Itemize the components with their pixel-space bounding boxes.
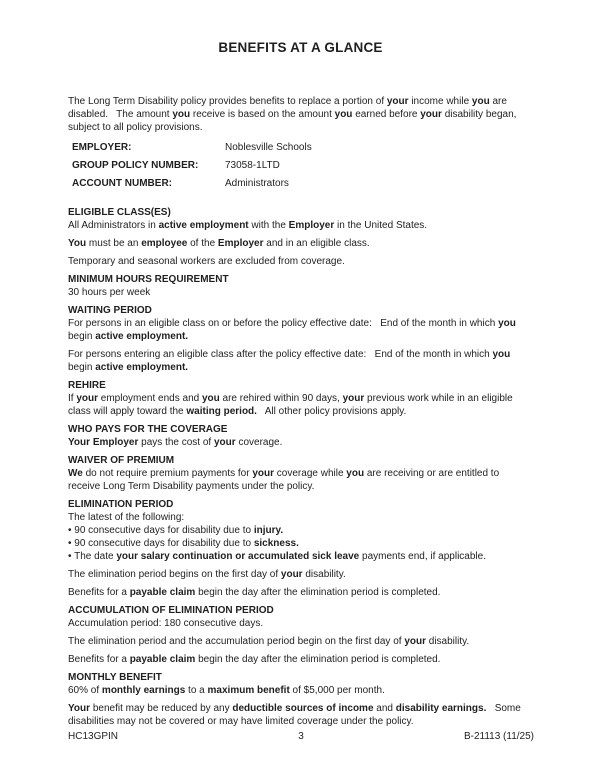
section-heading: MONTHLY BENEFIT bbox=[68, 672, 162, 683]
paragraph: For persons in an eligible class on or before the policy effective date: End of the month in which you begin active employment. bbox=[68, 318, 519, 342]
section-eligible-classes bbox=[68, 206, 533, 268]
paragraph: The latest of the following: bbox=[68, 512, 185, 523]
section-accumulation-elimination bbox=[68, 604, 533, 666]
table-row-group-policy-number bbox=[72, 157, 312, 175]
group-policy-number-label: GROUP POLICY NUMBER: bbox=[72, 160, 199, 171]
section-monthly-benefit bbox=[68, 671, 533, 728]
paragraph: Your Employer pays the cost of your coverage. bbox=[68, 437, 283, 448]
paragraph: Benefits for a payable claim begin the day after the elimination period is completed. bbox=[68, 654, 441, 665]
section-waiting-period bbox=[68, 304, 533, 374]
account-number-value: Administrators bbox=[225, 178, 289, 189]
section-waiver-of-premium bbox=[68, 454, 533, 493]
paragraph: Your benefit may be reduced by any deductible sources of income and disability earnings. Some disabilities may not be covered or may have limited coverage under the policy. bbox=[68, 703, 524, 727]
paragraph: The elimination period begins on the first day of your disability. bbox=[68, 569, 346, 580]
paragraph: All Administrators in active employment with the Employer in the United States. bbox=[68, 220, 428, 231]
paragraph: Accumulation period: 180 consecutive days. bbox=[68, 618, 264, 629]
page-footer bbox=[68, 730, 534, 743]
table-row-employer bbox=[72, 139, 312, 157]
paragraph: Benefits for a payable claim begin the day after the elimination period is completed. bbox=[68, 587, 441, 598]
section-heading: WAITING PERIOD bbox=[68, 305, 152, 316]
intro-paragraph: The Long Term Disability policy provides benefits to replace a portion of your income while you are disabled. The amount you receive is based on the amount you earned before your disability began, subject to all policy provisions. bbox=[68, 96, 520, 133]
paragraph: 60% of monthly earnings to a maximum benefit of $5,000 per month. bbox=[68, 685, 385, 696]
paragraph: If your employment ends and you are rehired within 90 days, your previous work while in an eligible class will apply toward the waiting period. All other policy provisions apply. bbox=[68, 393, 516, 417]
employer-value: Noblesville Schools bbox=[225, 142, 312, 153]
employer-label: EMPLOYER: bbox=[72, 142, 132, 153]
paragraph: The elimination period and the accumulation period begin on the first day of your disability. bbox=[68, 636, 470, 647]
page-title: BENEFITS AT A GLANCE bbox=[218, 40, 383, 55]
paragraph: We do not require premium payments for your coverage while you are receiving or are entitled to receive Long Term Disability payments under the policy. bbox=[68, 468, 502, 492]
section-heading: REHIRE bbox=[68, 380, 106, 391]
section-heading: ELIMINATION PERIOD bbox=[68, 499, 174, 510]
footer-page-number: 3 bbox=[298, 731, 304, 742]
section-heading: WAIVER OF PREMIUM bbox=[68, 455, 175, 466]
elimination-bullet-list bbox=[68, 524, 533, 563]
paragraph: 30 hours per week bbox=[68, 287, 151, 298]
paragraph: For persons entering an eligible class after the policy effective date: End of the month in which you begin active employment. bbox=[68, 349, 514, 373]
table-row-account-number bbox=[72, 175, 312, 193]
group-policy-number-value: 73058-1LTD bbox=[225, 160, 280, 171]
section-heading: WHO PAYS FOR THE COVERAGE bbox=[68, 424, 228, 435]
account-number-label: ACCOUNT NUMBER: bbox=[72, 178, 172, 189]
footer-form-code: HC13GPIN bbox=[68, 731, 119, 742]
section-rehire bbox=[68, 379, 533, 418]
bullet-item: • The date your salary continuation or accumulated sick leave payments end, if applicable. bbox=[68, 551, 486, 562]
section-elimination-period bbox=[68, 498, 533, 599]
paragraph: You must be an employee of the Employer and in an eligible class. bbox=[68, 238, 370, 249]
policy-info-table bbox=[72, 139, 312, 193]
section-who-pays bbox=[68, 423, 533, 449]
section-minimum-hours bbox=[68, 273, 533, 299]
section-heading: ACCUMULATION OF ELIMINATION PERIOD bbox=[68, 605, 274, 616]
section-heading: ELIGIBLE CLASS(ES) bbox=[68, 207, 171, 218]
bullet-item: • 90 consecutive days for disability due to injury. bbox=[68, 525, 284, 536]
section-heading: MINIMUM HOURS REQUIREMENT bbox=[68, 274, 229, 285]
footer-doc-code: B-21113 (11/25) bbox=[463, 731, 534, 742]
paragraph: Temporary and seasonal workers are excluded from coverage. bbox=[68, 256, 345, 267]
bullet-item: • 90 consecutive days for disability due to sickness. bbox=[68, 538, 299, 549]
